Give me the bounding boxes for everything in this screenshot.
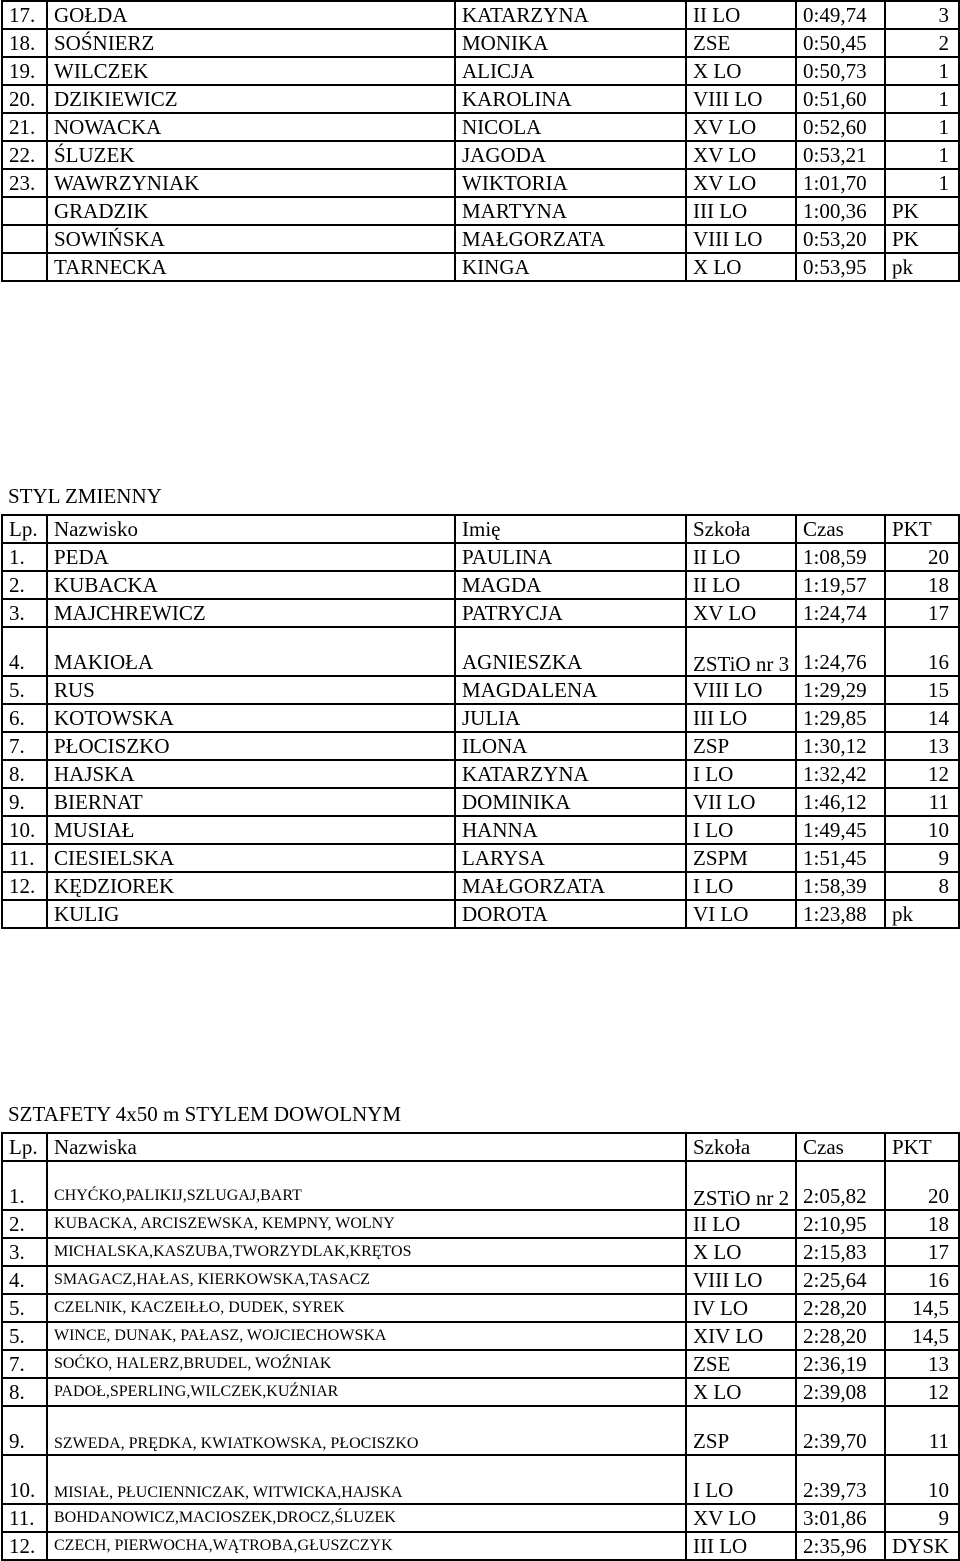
table-row [2, 1, 959, 29]
table-row [2, 1161, 959, 1210]
cell-lp [2, 197, 47, 225]
cell-lp: 4. [2, 1266, 47, 1294]
table-row [2, 1210, 959, 1238]
cell-surname: MAJCHREWICZ [47, 599, 455, 627]
cell-points: 17 [885, 1238, 959, 1266]
table-row [2, 29, 959, 57]
cell-points: 13 [885, 732, 959, 760]
section-title-styl-zmienny: STYL ZMIENNY [8, 484, 162, 508]
cell-lp: 7. [2, 732, 47, 760]
cell-time: 2:25,64 [796, 1266, 885, 1294]
table-row [2, 1532, 959, 1560]
cell-points: pk [885, 900, 959, 928]
table-row [2, 1504, 959, 1532]
cell-points: 14,5 [885, 1322, 959, 1350]
cell-surname: BIERNAT [47, 788, 455, 816]
cell-school: XIV LO [686, 1322, 796, 1350]
cell-school: VIII LO [686, 676, 796, 704]
cell-lp: 6. [2, 704, 47, 732]
cell-lp: 22. [2, 141, 47, 169]
cell-points: 10 [885, 816, 959, 844]
cell-points: 9 [885, 844, 959, 872]
cell-surname: ŚLUZEK [47, 141, 455, 169]
cell-surname: SOŚNIERZ [47, 29, 455, 57]
cell-name: WIKTORIA [455, 169, 686, 197]
cell-time: 1:46,12 [796, 788, 885, 816]
cell-lp [2, 253, 47, 281]
cell-school: X LO [686, 1238, 796, 1266]
cell-points: DYSK [885, 1532, 959, 1560]
cell-school: ZSPM [686, 844, 796, 872]
cell-names: MICHALSKA,KASZUBA,TWORZYDLAK,KRĘTOS [47, 1238, 686, 1266]
table-row [2, 1455, 959, 1504]
cell-points: pk [885, 253, 959, 281]
cell-time: 2:05,82 [796, 1161, 885, 1210]
cell-name: MAŁGORZATA [455, 872, 686, 900]
table-row [2, 676, 959, 704]
cell-lp: 19. [2, 57, 47, 85]
cell-points: 9 [885, 1504, 959, 1532]
cell-names: CHYĆKO,PALIKIJ,SZLUGAJ,BART [47, 1161, 686, 1210]
cell-school: X LO [686, 57, 796, 85]
cell-names: SZWEDA, PRĘDKA, KWIATKOWSKA, PŁOCISZKO [47, 1406, 686, 1455]
cell-name: ALICJA [455, 57, 686, 85]
cell-surname: CIESIELSKA [47, 844, 455, 872]
cell-school: II LO [686, 571, 796, 599]
cell-lp: 12. [2, 872, 47, 900]
cell-time: 1:29,29 [796, 676, 885, 704]
cell-time: 2:10,95 [796, 1210, 885, 1238]
cell-points: 1 [885, 113, 959, 141]
table-row [2, 169, 959, 197]
cell-lp: 12. [2, 1532, 47, 1560]
cell-school: II LO [686, 543, 796, 571]
cell-surname: SOWIŃSKA [47, 225, 455, 253]
cell-surname: MUSIAŁ [47, 816, 455, 844]
cell-school: VIII LO [686, 225, 796, 253]
cell-school: XV LO [686, 169, 796, 197]
cell-time: 1:24,76 [796, 627, 885, 676]
cell-name: MONIKA [455, 29, 686, 57]
cell-lp: 7. [2, 1350, 47, 1378]
cell-lp: 3. [2, 1238, 47, 1266]
cell-lp [2, 225, 47, 253]
table-row [2, 704, 959, 732]
cell-name: AGNIESZKA [455, 627, 686, 676]
cell-time: 3:01,86 [796, 1504, 885, 1532]
table-row [2, 1294, 959, 1322]
cell-surname: WAWRZYNIAK [47, 169, 455, 197]
cell-name: DOMINIKA [455, 788, 686, 816]
cell-surname: TARNECKA [47, 253, 455, 281]
cell-time: 0:53,20 [796, 225, 885, 253]
table-row [2, 141, 959, 169]
cell-names: MISIAŁ, PŁUCIENNICZAK, WITWICKA,HAJSKA [47, 1455, 686, 1504]
cell-time: 2:28,20 [796, 1322, 885, 1350]
cell-lp: 5. [2, 676, 47, 704]
table-row [2, 900, 959, 928]
cell-time: 1:51,45 [796, 844, 885, 872]
cell-lp: 3. [2, 599, 47, 627]
cell-school: III LO [686, 704, 796, 732]
cell-school: X LO [686, 1378, 796, 1406]
cell-points: 1 [885, 57, 959, 85]
table-row [2, 1378, 959, 1406]
cell-time: 1:32,42 [796, 760, 885, 788]
cell-surname: KOTOWSKA [47, 704, 455, 732]
cell-time: 2:36,19 [796, 1350, 885, 1378]
cell-points: 14 [885, 704, 959, 732]
cell-surname: GRADZIK [47, 197, 455, 225]
header-surname: Nazwisko [47, 515, 455, 543]
cell-name: MAŁGORZATA [455, 225, 686, 253]
cell-school: I LO [686, 816, 796, 844]
cell-name: KINGA [455, 253, 686, 281]
cell-school: XV LO [686, 599, 796, 627]
header-pts: PKT [885, 1133, 959, 1161]
cell-names: WINCE, DUNAK, PAŁASZ, WOJCIECHOWSKA [47, 1322, 686, 1350]
cell-name: HANNA [455, 816, 686, 844]
cell-lp: 10. [2, 816, 47, 844]
header-school: Szkoła [686, 515, 796, 543]
cell-school: XV LO [686, 113, 796, 141]
cell-surname: PEDA [47, 543, 455, 571]
cell-school: VIII LO [686, 1266, 796, 1294]
cell-time: 1:19,57 [796, 571, 885, 599]
table-row [2, 57, 959, 85]
cell-time: 1:23,88 [796, 900, 885, 928]
cell-lp: 9. [2, 1406, 47, 1455]
table-row [2, 197, 959, 225]
cell-name: PAULINA [455, 543, 686, 571]
cell-name: DOROTA [455, 900, 686, 928]
table-row [2, 1266, 959, 1294]
cell-points: 3 [885, 1, 959, 29]
cell-points: 12 [885, 760, 959, 788]
cell-lp: 20. [2, 85, 47, 113]
cell-name: MARTYNA [455, 197, 686, 225]
table-row [2, 571, 959, 599]
cell-name: KATARZYNA [455, 1, 686, 29]
cell-school: II LO [686, 1210, 796, 1238]
cell-names: BOHDANOWICZ,MACIOSZEK,DROCZ,ŚLUZEK [47, 1504, 686, 1532]
cell-name: KATARZYNA [455, 760, 686, 788]
cell-school: VIII LO [686, 85, 796, 113]
header-time: Czas [796, 515, 885, 543]
table-header-row [2, 1133, 959, 1161]
cell-school: ZSTiO nr 2 [686, 1161, 796, 1210]
table-row [2, 1238, 959, 1266]
cell-lp: 21. [2, 113, 47, 141]
cell-time: 0:53,95 [796, 253, 885, 281]
styl-zmienny-table [1, 514, 960, 929]
cell-time: 0:50,73 [796, 57, 885, 85]
cell-lp: 11. [2, 844, 47, 872]
table-row [2, 113, 959, 141]
cell-lp: 23. [2, 169, 47, 197]
cell-points: 11 [885, 1406, 959, 1455]
header-lp: Lp. [2, 515, 47, 543]
cell-time: 1:24,74 [796, 599, 885, 627]
cell-name: KAROLINA [455, 85, 686, 113]
cell-school: I LO [686, 872, 796, 900]
cell-points: 8 [885, 872, 959, 900]
sztafety-table [1, 1132, 960, 1561]
cell-time: 2:39,08 [796, 1378, 885, 1406]
cell-points: 2 [885, 29, 959, 57]
cell-points: 20 [885, 543, 959, 571]
cell-time: 0:50,45 [796, 29, 885, 57]
cell-name: LARYSA [455, 844, 686, 872]
table-row [2, 1322, 959, 1350]
cell-points: 14,5 [885, 1294, 959, 1322]
cell-names: CZELNIK, KACZEIŁŁO, DUDEK, SYREK [47, 1294, 686, 1322]
cell-school: I LO [686, 1455, 796, 1504]
cell-school: II LO [686, 1, 796, 29]
cell-points: 10 [885, 1455, 959, 1504]
cell-lp: 8. [2, 1378, 47, 1406]
cell-lp: 2. [2, 571, 47, 599]
cell-school: ZSE [686, 1350, 796, 1378]
cell-points: 15 [885, 676, 959, 704]
cell-lp: 10. [2, 1455, 47, 1504]
cell-school: I LO [686, 760, 796, 788]
cell-surname: HAJSKA [47, 760, 455, 788]
cell-school: III LO [686, 1532, 796, 1560]
cell-points: 13 [885, 1350, 959, 1378]
cell-surname: RUS [47, 676, 455, 704]
table-row [2, 599, 959, 627]
cell-school: X LO [686, 253, 796, 281]
cell-time: 1:30,12 [796, 732, 885, 760]
cell-time: 0:51,60 [796, 85, 885, 113]
cell-school: ZSTiO nr 3 [686, 627, 796, 676]
cell-time: 1:00,36 [796, 197, 885, 225]
cell-time: 1:49,45 [796, 816, 885, 844]
cell-lp: 2. [2, 1210, 47, 1238]
table-row [2, 543, 959, 571]
cell-time: 1:58,39 [796, 872, 885, 900]
cell-points: 1 [885, 169, 959, 197]
cell-surname: GOŁDA [47, 1, 455, 29]
cell-surname: WILCZEK [47, 57, 455, 85]
cell-school: ZSE [686, 29, 796, 57]
cell-school: IV LO [686, 1294, 796, 1322]
table-header-row [2, 515, 959, 543]
header-time: Czas [796, 1133, 885, 1161]
table-row [2, 627, 959, 676]
cell-points: 18 [885, 571, 959, 599]
header-lp: Lp. [2, 1133, 47, 1161]
cell-points: 1 [885, 85, 959, 113]
cell-school: VI LO [686, 900, 796, 928]
cell-lp: 8. [2, 760, 47, 788]
cell-name: MAGDALENA [455, 676, 686, 704]
cell-lp [2, 900, 47, 928]
table-row [2, 1350, 959, 1378]
cell-points: PK [885, 225, 959, 253]
cell-time: 0:53,21 [796, 141, 885, 169]
cell-time: 1:01,70 [796, 169, 885, 197]
cell-surname: DZIKIEWICZ [47, 85, 455, 113]
cell-points: 12 [885, 1378, 959, 1406]
cell-school: XV LO [686, 1504, 796, 1532]
cell-lp: 11. [2, 1504, 47, 1532]
table-row [2, 85, 959, 113]
table-row [2, 760, 959, 788]
cell-time: 1:08,59 [796, 543, 885, 571]
cell-time: 2:15,83 [796, 1238, 885, 1266]
cell-points: 18 [885, 1210, 959, 1238]
cell-lp: 5. [2, 1322, 47, 1350]
cell-school: ZSP [686, 1406, 796, 1455]
cell-time: 0:52,60 [796, 113, 885, 141]
cell-surname: KĘDZIOREK [47, 872, 455, 900]
cell-name: JAGODA [455, 141, 686, 169]
cell-school: ZSP [686, 732, 796, 760]
cell-name: ILONA [455, 732, 686, 760]
header-names: Nazwiska [47, 1133, 686, 1161]
table-row [2, 253, 959, 281]
cell-school: III LO [686, 197, 796, 225]
header-name: Imię [455, 515, 686, 543]
cell-lp: 4. [2, 627, 47, 676]
cell-time: 2:39,70 [796, 1406, 885, 1455]
results-table-continued [1, 0, 960, 282]
cell-time: 1:29,85 [796, 704, 885, 732]
header-pts: PKT [885, 515, 959, 543]
cell-surname: NOWACKA [47, 113, 455, 141]
cell-names: CZECH, PIERWOCHA,WĄTROBA,GŁUSZCZYK [47, 1532, 686, 1560]
table-row [2, 225, 959, 253]
cell-points: 17 [885, 599, 959, 627]
cell-name: JULIA [455, 704, 686, 732]
cell-names: KUBACKA, ARCISZEWSKA, KEMPNY, WOLNY [47, 1210, 686, 1238]
cell-time: 0:49,74 [796, 1, 885, 29]
table-row [2, 788, 959, 816]
table-row [2, 816, 959, 844]
cell-surname: KUBACKA [47, 571, 455, 599]
cell-name: PATRYCJA [455, 599, 686, 627]
cell-lp: 17. [2, 1, 47, 29]
cell-time: 2:39,73 [796, 1455, 885, 1504]
cell-points: 16 [885, 627, 959, 676]
table-row [2, 872, 959, 900]
cell-surname: PŁOCISZKO [47, 732, 455, 760]
cell-points: 1 [885, 141, 959, 169]
table-row [2, 1406, 959, 1455]
cell-time: 2:35,96 [796, 1532, 885, 1560]
cell-lp: 1. [2, 1161, 47, 1210]
cell-points: 16 [885, 1266, 959, 1294]
cell-school: XV LO [686, 141, 796, 169]
cell-points: 20 [885, 1161, 959, 1210]
cell-lp: 5. [2, 1294, 47, 1322]
cell-points: PK [885, 197, 959, 225]
table-row [2, 732, 959, 760]
table-row [2, 844, 959, 872]
cell-school: VII LO [686, 788, 796, 816]
cell-lp: 9. [2, 788, 47, 816]
cell-lp: 18. [2, 29, 47, 57]
cell-lp: 1. [2, 543, 47, 571]
cell-name: MAGDA [455, 571, 686, 599]
cell-surname: MAKIOŁA [47, 627, 455, 676]
cell-points: 11 [885, 788, 959, 816]
cell-names: PADOŁ,SPERLING,WILCZEK,KUŹNIAR [47, 1378, 686, 1406]
cell-time: 2:28,20 [796, 1294, 885, 1322]
cell-names: SMAGACZ,HAŁAS, KIERKOWSKA,TASACZ [47, 1266, 686, 1294]
cell-names: SOĆKO, HALERZ,BRUDEL, WOŹNIAK [47, 1350, 686, 1378]
cell-surname: KULIG [47, 900, 455, 928]
section-title-sztafety: SZTAFETY 4x50 m STYLEM DOWOLNYM [8, 1102, 402, 1126]
cell-name: NICOLA [455, 113, 686, 141]
header-school: Szkoła [686, 1133, 796, 1161]
